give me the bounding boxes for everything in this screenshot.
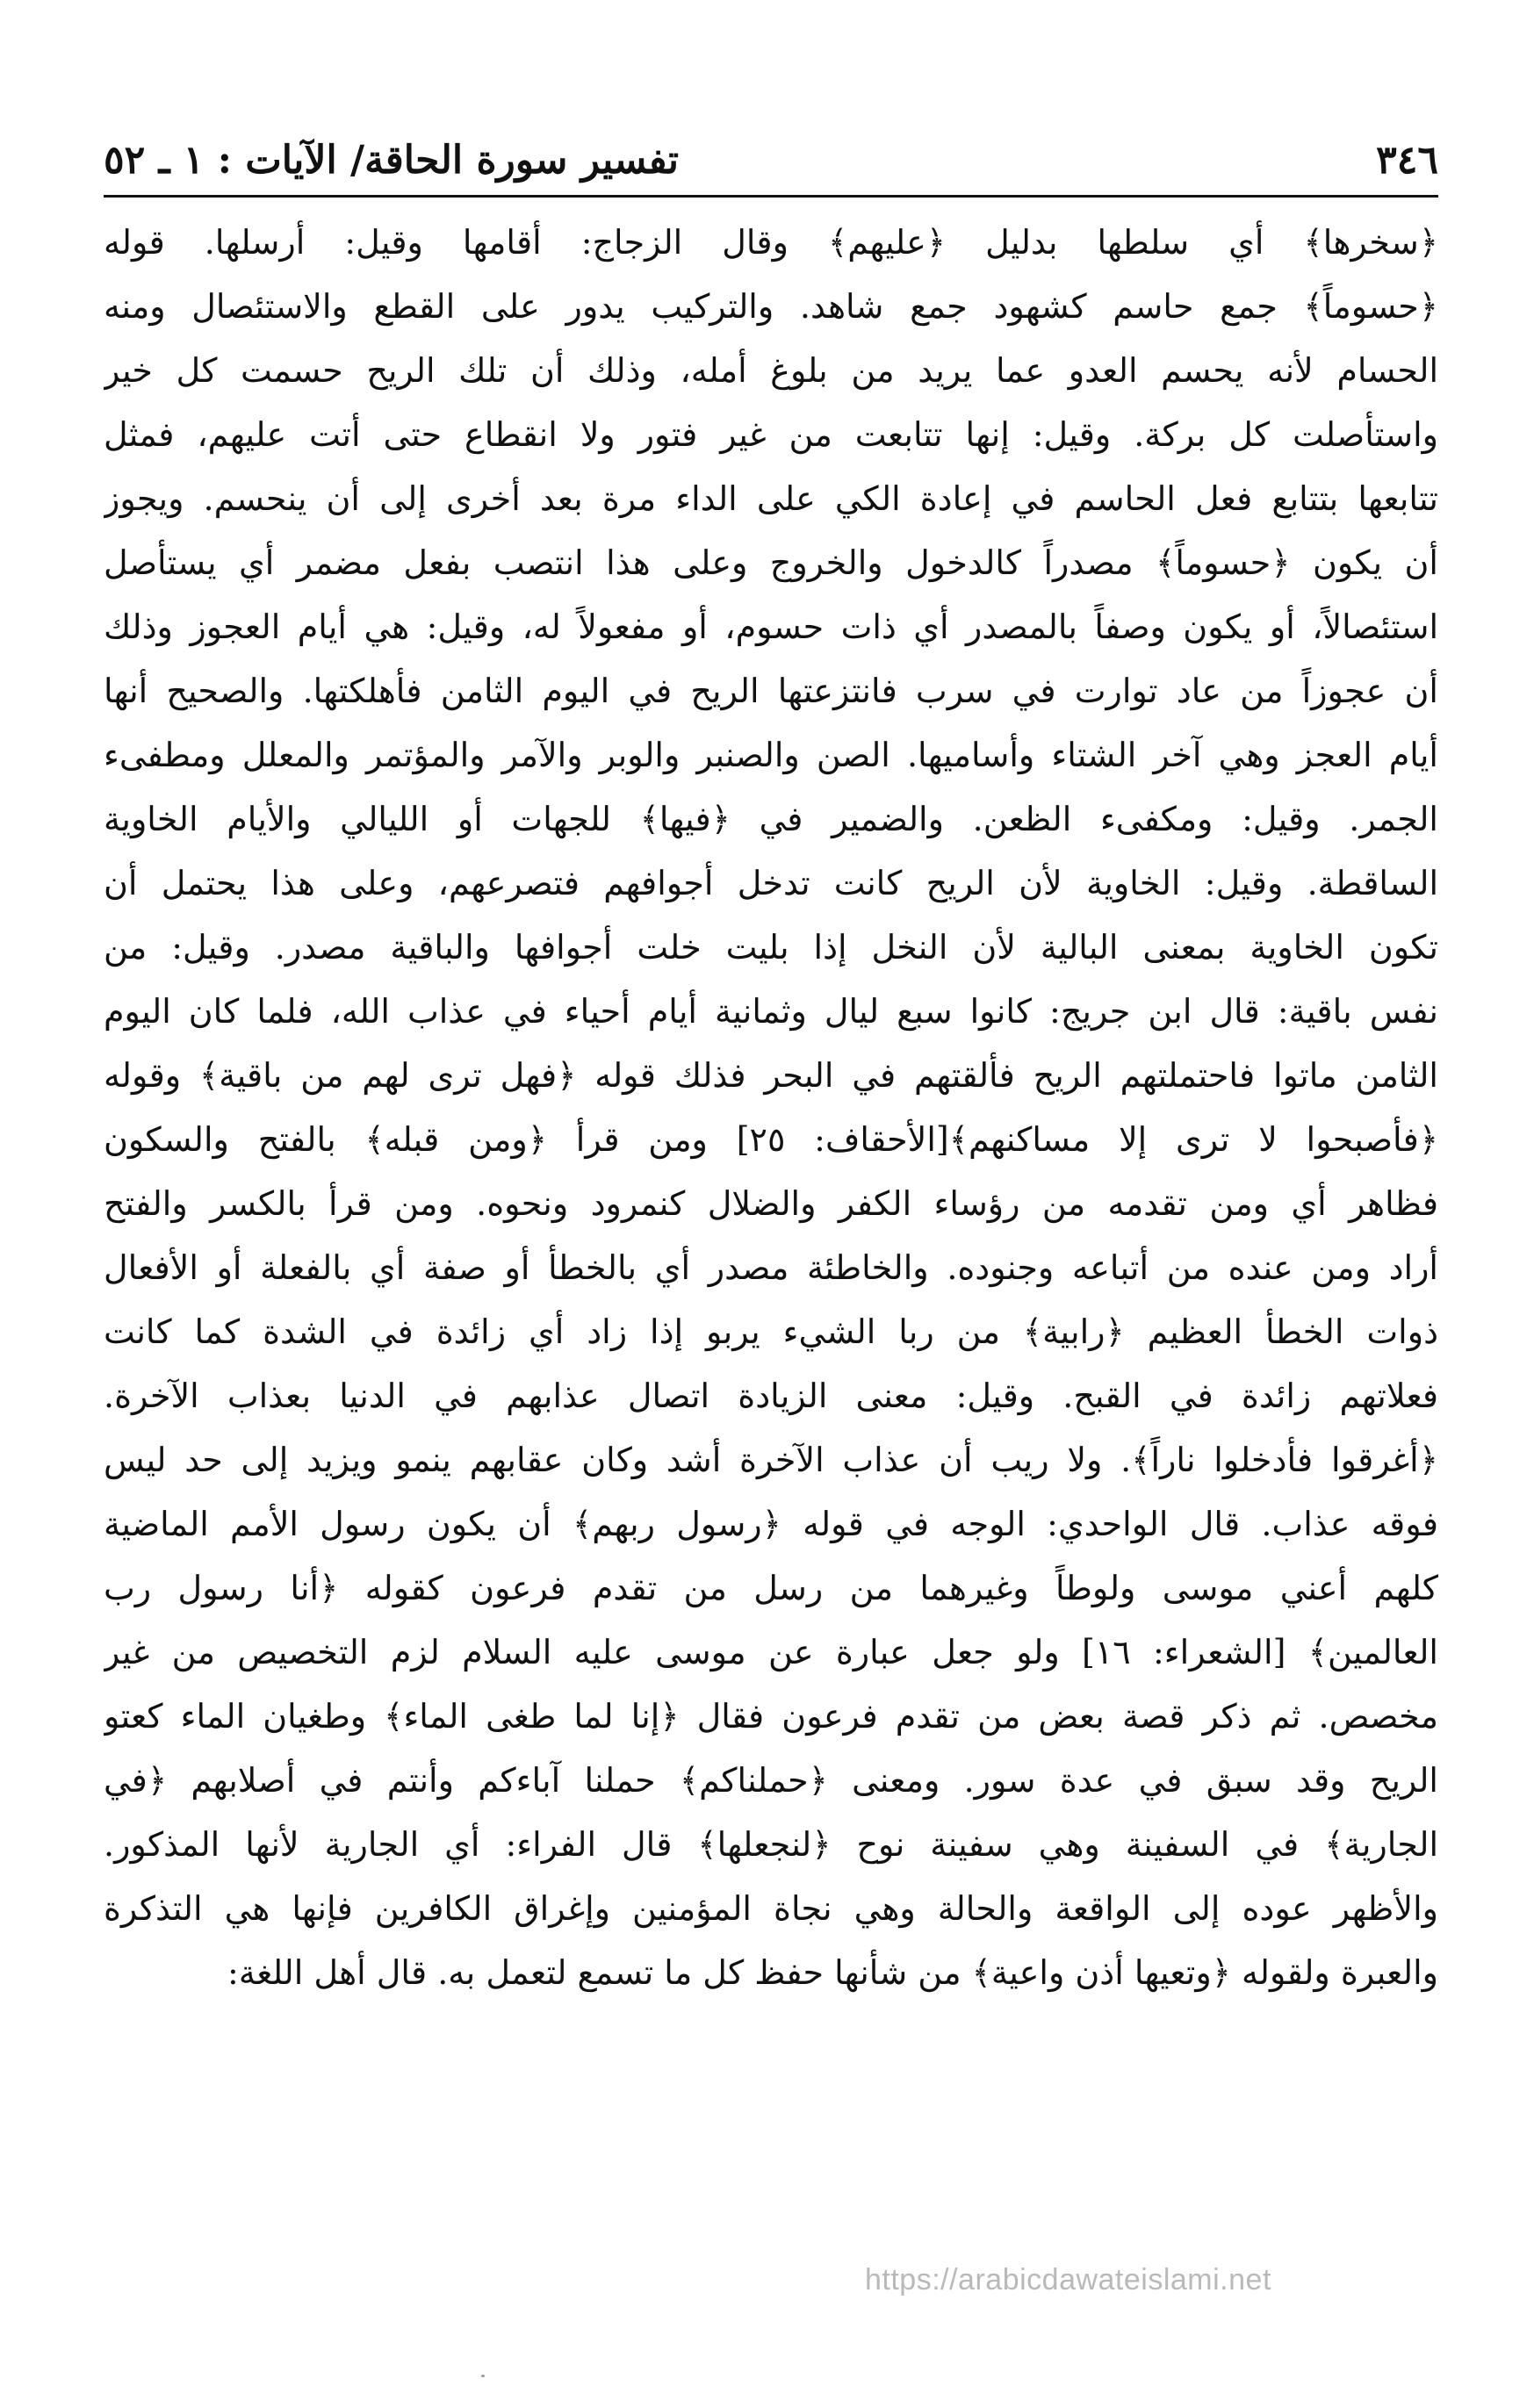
text-line: أن عجوزاً من عاد توارت في سرب فانتزعتها الريح في اليوم الثامن فأهلكتها. والصحيح أنها: [104, 672, 1438, 710]
text-line: الثامن ماتوا فاحتملتهم الريح فألقتهم في البحر فذلك قوله ﴿فهل ترى لهم من باقية﴾ وقوله: [104, 1056, 1438, 1095]
page-number: ٣٤٦: [1376, 138, 1438, 183]
text-line: تكون الخاوية بمعنى البالية لأن النخل إذا بليت خلت أجوافها والباقية مصدر. وقيل: من: [104, 928, 1438, 967]
text-line: ﴿حسوماً﴾ جمع حاسم كشهود جمع شاهد. والتركيب يدور على القطع والاستئصال ومنه: [104, 287, 1438, 326]
text-line: الحسام لأنه يحسم العدو عما يريد من بلوغ أمله، وذلك أن تلك الريح حسمت كل خير: [104, 351, 1438, 390]
scan-speck: [481, 2375, 485, 2377]
text-line: أيام العجز وهي آخر الشتاء وأساميها. الصن والصنبر والوبر والآمر والمؤتمر والمعلل ومطفىء: [104, 736, 1438, 774]
text-line: كلهم أعني موسى ولوطاً وغيرهما من رسل من تقدم فرعون كقوله ﴿أنا رسول رب: [104, 1569, 1438, 1607]
body-text: [104, 211, 1438, 2005]
text-line: والأظهر عوده إلى الواقعة والحالة وهي نجاة المؤمنين وإغراق الكافرين فإنها هي التذكرة: [104, 1889, 1438, 1928]
text-line: والعبرة ولقوله ﴿وتعيها أذن واعية﴾ من شأنها حفظ كل ما تسمع لتعمل به. قال أهل اللغة:: [227, 1953, 1438, 1992]
text-line: أن يكون ﴿حسوماً﴾ مصدراً كالدخول والخروج وعلى هذا انتصب بفعل مضمر أي يستأصل: [104, 543, 1438, 582]
text-line: أراد ومن عنده من أتباعه وجنوده. والخاطئة مصدر أي بالخطأ أو صفة أي بالفعلة أو الأفعال: [104, 1248, 1438, 1287]
text-line: الساقطة. وقيل: الخاوية لأن الريح كانت تدخل أجوافهم فتصرعهم، وعلى هذا يحتمل أن: [104, 864, 1438, 902]
text-line: استئصالاً، أو يكون وصفاً بالمصدر أي ذات حسوم، أو مفعولاً له، وقيل: هي أيام العجوز وذلك: [104, 607, 1438, 646]
text-line: ﴿سخرها﴾ أي سلطها بدليل ﴿عليهم﴾ وقال الزجاج: أقامها وقيل: أرسلها. قوله: [104, 223, 1438, 262]
text-line: مخصص. ثم ذكر قصة بعض من تقدم فرعون فقال ﴿إنا لما طغى الماء﴾ وطغيان الماء كعتو: [104, 1697, 1438, 1736]
page-header: [104, 130, 1438, 191]
text-line: واستأصلت كل بركة. وقيل: إنها تتابعت من غير فتور ولا انقطاع حتى أتت عليهم، فمثل: [104, 415, 1438, 454]
running-title: تفسير سورة الحاقة/ الآيات : ١ ـ ٥٢: [104, 138, 680, 183]
text-line: فظاهر أي ومن تقدمه من رؤساء الكفر والضلال كنمرود ونحوه. ومن قرأ بالكسر والفتح: [104, 1184, 1438, 1223]
header-divider: [104, 195, 1438, 198]
text-line: تتابعها بتتابع فعل الحاسم في إعادة الكي على الداء مرة بعد أخرى إلى أن ينحسم. ويجوز: [104, 479, 1438, 518]
text-line: نفس باقية: قال ابن جريج: كانوا سبع ليال وثمانية أيام أحياء في عذاب الله، فلما كان اليوم: [104, 992, 1438, 1031]
text-line: ذوات الخطأ العظيم ﴿رابية﴾ من ربا الشيء يربو إذا زاد أي زائدة في الشدة كما كانت: [104, 1312, 1438, 1351]
text-line: ﴿أغرقوا فأدخلوا ناراً﴾. ولا ريب أن عذاب الآخرة أشد وكان عقابهم ينمو ويزيد إلى حد ليس: [104, 1441, 1438, 1479]
text-line: الجمر. وقيل: ومكفىء الظعن. والضمير في ﴿فيها﴾ للجهات أو الليالي والأيام الخاوية: [104, 800, 1438, 838]
text-line: فوقه عذاب. قال الواحدي: الوجه في قوله ﴿رسول ربهم﴾ أن يكون رسول الأمم الماضية: [104, 1505, 1438, 1543]
text-line: الجارية﴾ في السفينة وهي سفينة نوح ﴿لنجعلها﴾ قال الفراء: أي الجارية لأنها المذكور.: [104, 1825, 1438, 1864]
text-line: الريح وقد سبق في عدة سور. ومعنى ﴿حملناكم﴾ حملنا آباءكم وأنتم في أصلابهم ﴿في: [104, 1761, 1438, 1800]
text-line: ﴿فأصبحوا لا ترى إلا مساكنهم﴾[الأحقاف: ٢٥] ومن قرأ ﴿ومن قبله﴾ بالفتح والسكون: [104, 1120, 1438, 1159]
text-line: العالمين﴾ [الشعراء: ١٦] ولو جعل عبارة عن موسى عليه السلام لزم التخصيص من غير: [104, 1633, 1438, 1671]
text-line: فعلاتهم زائدة في القبح. وقيل: معنى الزيادة اتصال عذابهم في الدنيا بعذاب الآخرة.: [104, 1377, 1438, 1415]
watermark-url: https://arabicdawateislami.net: [865, 2263, 1271, 2297]
